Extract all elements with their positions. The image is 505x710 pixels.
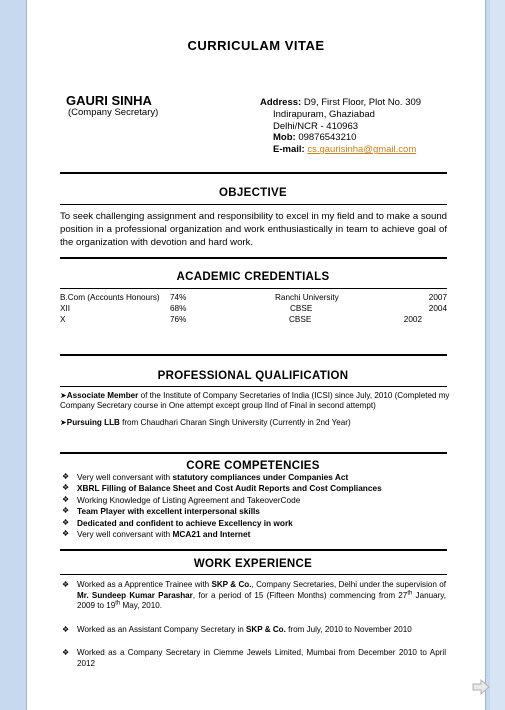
contact-block xyxy=(260,97,421,156)
section-title-work: WORK EXPERIENCE xyxy=(193,558,313,570)
divider xyxy=(60,386,447,387)
candidate-role: (Company Secretary) xyxy=(68,107,159,118)
item-bold: SKP & Co. xyxy=(211,580,252,589)
item-bold: statutory compliances under Companies Act xyxy=(172,472,349,482)
list-item xyxy=(62,580,446,612)
mob-label: Mob: xyxy=(273,132,296,144)
item-text: Worked as an Assistant Company Secretary in xyxy=(77,624,246,634)
item-text: , for a period of 15 (Fifteen Months) commencing from 27 xyxy=(192,590,408,600)
superscript: th xyxy=(407,589,413,596)
item-text: Working Knowledge of Listing Agreement and TakeoverCode xyxy=(77,494,301,505)
item-bold: Team Player with excellent interpersonal skills xyxy=(77,506,260,517)
arrow-bullet-icon: ➤ xyxy=(60,391,67,400)
address-label: Address: xyxy=(260,97,302,108)
list-item xyxy=(60,418,450,428)
course-cell: X xyxy=(60,315,66,324)
divider xyxy=(60,288,447,289)
percent-cell: 74% xyxy=(170,293,187,302)
diamond-bullet-icon: ❖ xyxy=(62,506,70,516)
list-item xyxy=(62,529,454,540)
section-title-professional: PROFESSIONAL QUALIFICATION xyxy=(157,370,349,382)
list-item xyxy=(62,495,454,506)
divider xyxy=(60,257,447,259)
diamond-bullet-icon: ❖ xyxy=(62,580,70,589)
item-text: January, 2009 to 19 xyxy=(77,590,446,611)
item-bold: Associate Member xyxy=(66,391,139,400)
address-line1: D9, First Floor, Plot No. 309 xyxy=(303,97,422,108)
item-text: Very well conversant with xyxy=(77,472,173,482)
table-row xyxy=(60,293,447,304)
work-list xyxy=(62,580,446,683)
mob-value: 09876543210 xyxy=(298,132,357,144)
core-list xyxy=(62,472,454,540)
divider xyxy=(60,172,447,174)
divider xyxy=(60,549,447,551)
section-title-core: CORE COMPETENCIES xyxy=(186,460,320,472)
list-item xyxy=(62,518,454,529)
item-bold: Mr. Sundeep Kumar Parashar xyxy=(77,590,193,600)
item-text: of the Institute of Company Secretaries of India (ICSI) since July, 2010 (Completed my Company Secretary course in One attempt except group IInd of Final in second attempt) xyxy=(60,391,450,411)
table-row xyxy=(60,315,447,326)
professional-list xyxy=(60,391,450,434)
list-item xyxy=(60,391,450,412)
board-cell: Ranchi University xyxy=(275,293,339,302)
course-cell: XII xyxy=(60,304,71,313)
item-bold: Pursuing LLB xyxy=(66,417,120,427)
item-bold: MCA21 and Internet xyxy=(172,528,251,539)
percent-cell: 76% xyxy=(170,315,187,324)
diamond-bullet-icon: ❖ xyxy=(62,648,70,658)
list-item xyxy=(62,506,454,517)
list-item xyxy=(62,648,446,669)
list-item xyxy=(62,625,446,636)
arrow-bullet-icon: ➤ xyxy=(60,417,67,427)
address-line2: Indirapuram, Ghaziabad xyxy=(273,108,375,120)
year-cell: 2007 xyxy=(428,293,447,302)
percent-cell: 68% xyxy=(170,304,187,313)
table-row xyxy=(60,304,447,315)
objective-text: To seek challenging assignment and responsibility to excel in my field and to make a sound position in a professional organization and work enthusiastically in team to achieve goal of the organization with devotion and hard work. xyxy=(60,211,447,248)
board-cell: CBSE xyxy=(289,315,312,324)
year-cell: 2004 xyxy=(428,304,447,313)
divider xyxy=(60,204,447,205)
course-cell: B.Com (Accounts Honours) xyxy=(60,293,160,302)
section-title-objective: OBJECTIVE xyxy=(219,187,287,199)
resume-page xyxy=(27,0,485,710)
year-cell: 2002 xyxy=(403,315,422,324)
item-text: Worked as a Company Secretary in Ciemme Jewels Limited, Mumbai from December 2010 to April 2012 xyxy=(77,648,446,668)
academic-table xyxy=(60,293,447,326)
item-text: May, 2010. xyxy=(120,601,162,611)
item-bold: SKP & Co. xyxy=(246,624,286,634)
superscript: th xyxy=(115,600,121,607)
email-link[interactable]: cs.gaurisinha@gmail.com xyxy=(307,144,417,156)
diamond-bullet-icon: ❖ xyxy=(62,517,70,527)
list-item xyxy=(62,483,454,494)
item-text: from July, 2010 to November 2010 xyxy=(285,624,412,634)
email-label: E-mail: xyxy=(273,144,305,156)
section-title-academic: ACADEMIC CREDENTIALS xyxy=(176,271,330,283)
diamond-bullet-icon: ❖ xyxy=(62,494,70,504)
item-bold: Dedicated and confident to achieve Excellency in work xyxy=(77,517,293,528)
list-item xyxy=(62,472,454,483)
candidate-name: GAURI SINHA xyxy=(66,93,152,108)
divider xyxy=(60,452,447,454)
diamond-bullet-icon: ❖ xyxy=(62,483,70,493)
divider xyxy=(60,354,447,356)
diamond-bullet-icon: ❖ xyxy=(62,472,70,481)
item-text: Worked as a Apprentice Trainee with xyxy=(77,580,212,589)
item-text: , Company Secretaries, Delhi under the supervision of xyxy=(251,580,446,589)
divider xyxy=(60,574,447,575)
item-bold: XBRL Filling of Balance Sheet and Cost Audit Reports and Cost Compliances xyxy=(77,483,382,494)
scrollbar-track[interactable] xyxy=(490,0,505,710)
item-text: Very well conversant with xyxy=(77,528,173,539)
diamond-bullet-icon: ❖ xyxy=(62,624,70,634)
item-text: from Chaudhari Charan Singh University (Currently in 2nd Year) xyxy=(119,417,351,427)
document-title: CURRICULAM VITAE xyxy=(187,38,325,53)
next-page-arrow-icon[interactable] xyxy=(472,679,490,695)
diamond-bullet-icon: ❖ xyxy=(62,528,70,538)
board-cell: CBSE xyxy=(290,304,313,313)
address-line3: Delhi/NCR - 410963 xyxy=(273,120,359,132)
